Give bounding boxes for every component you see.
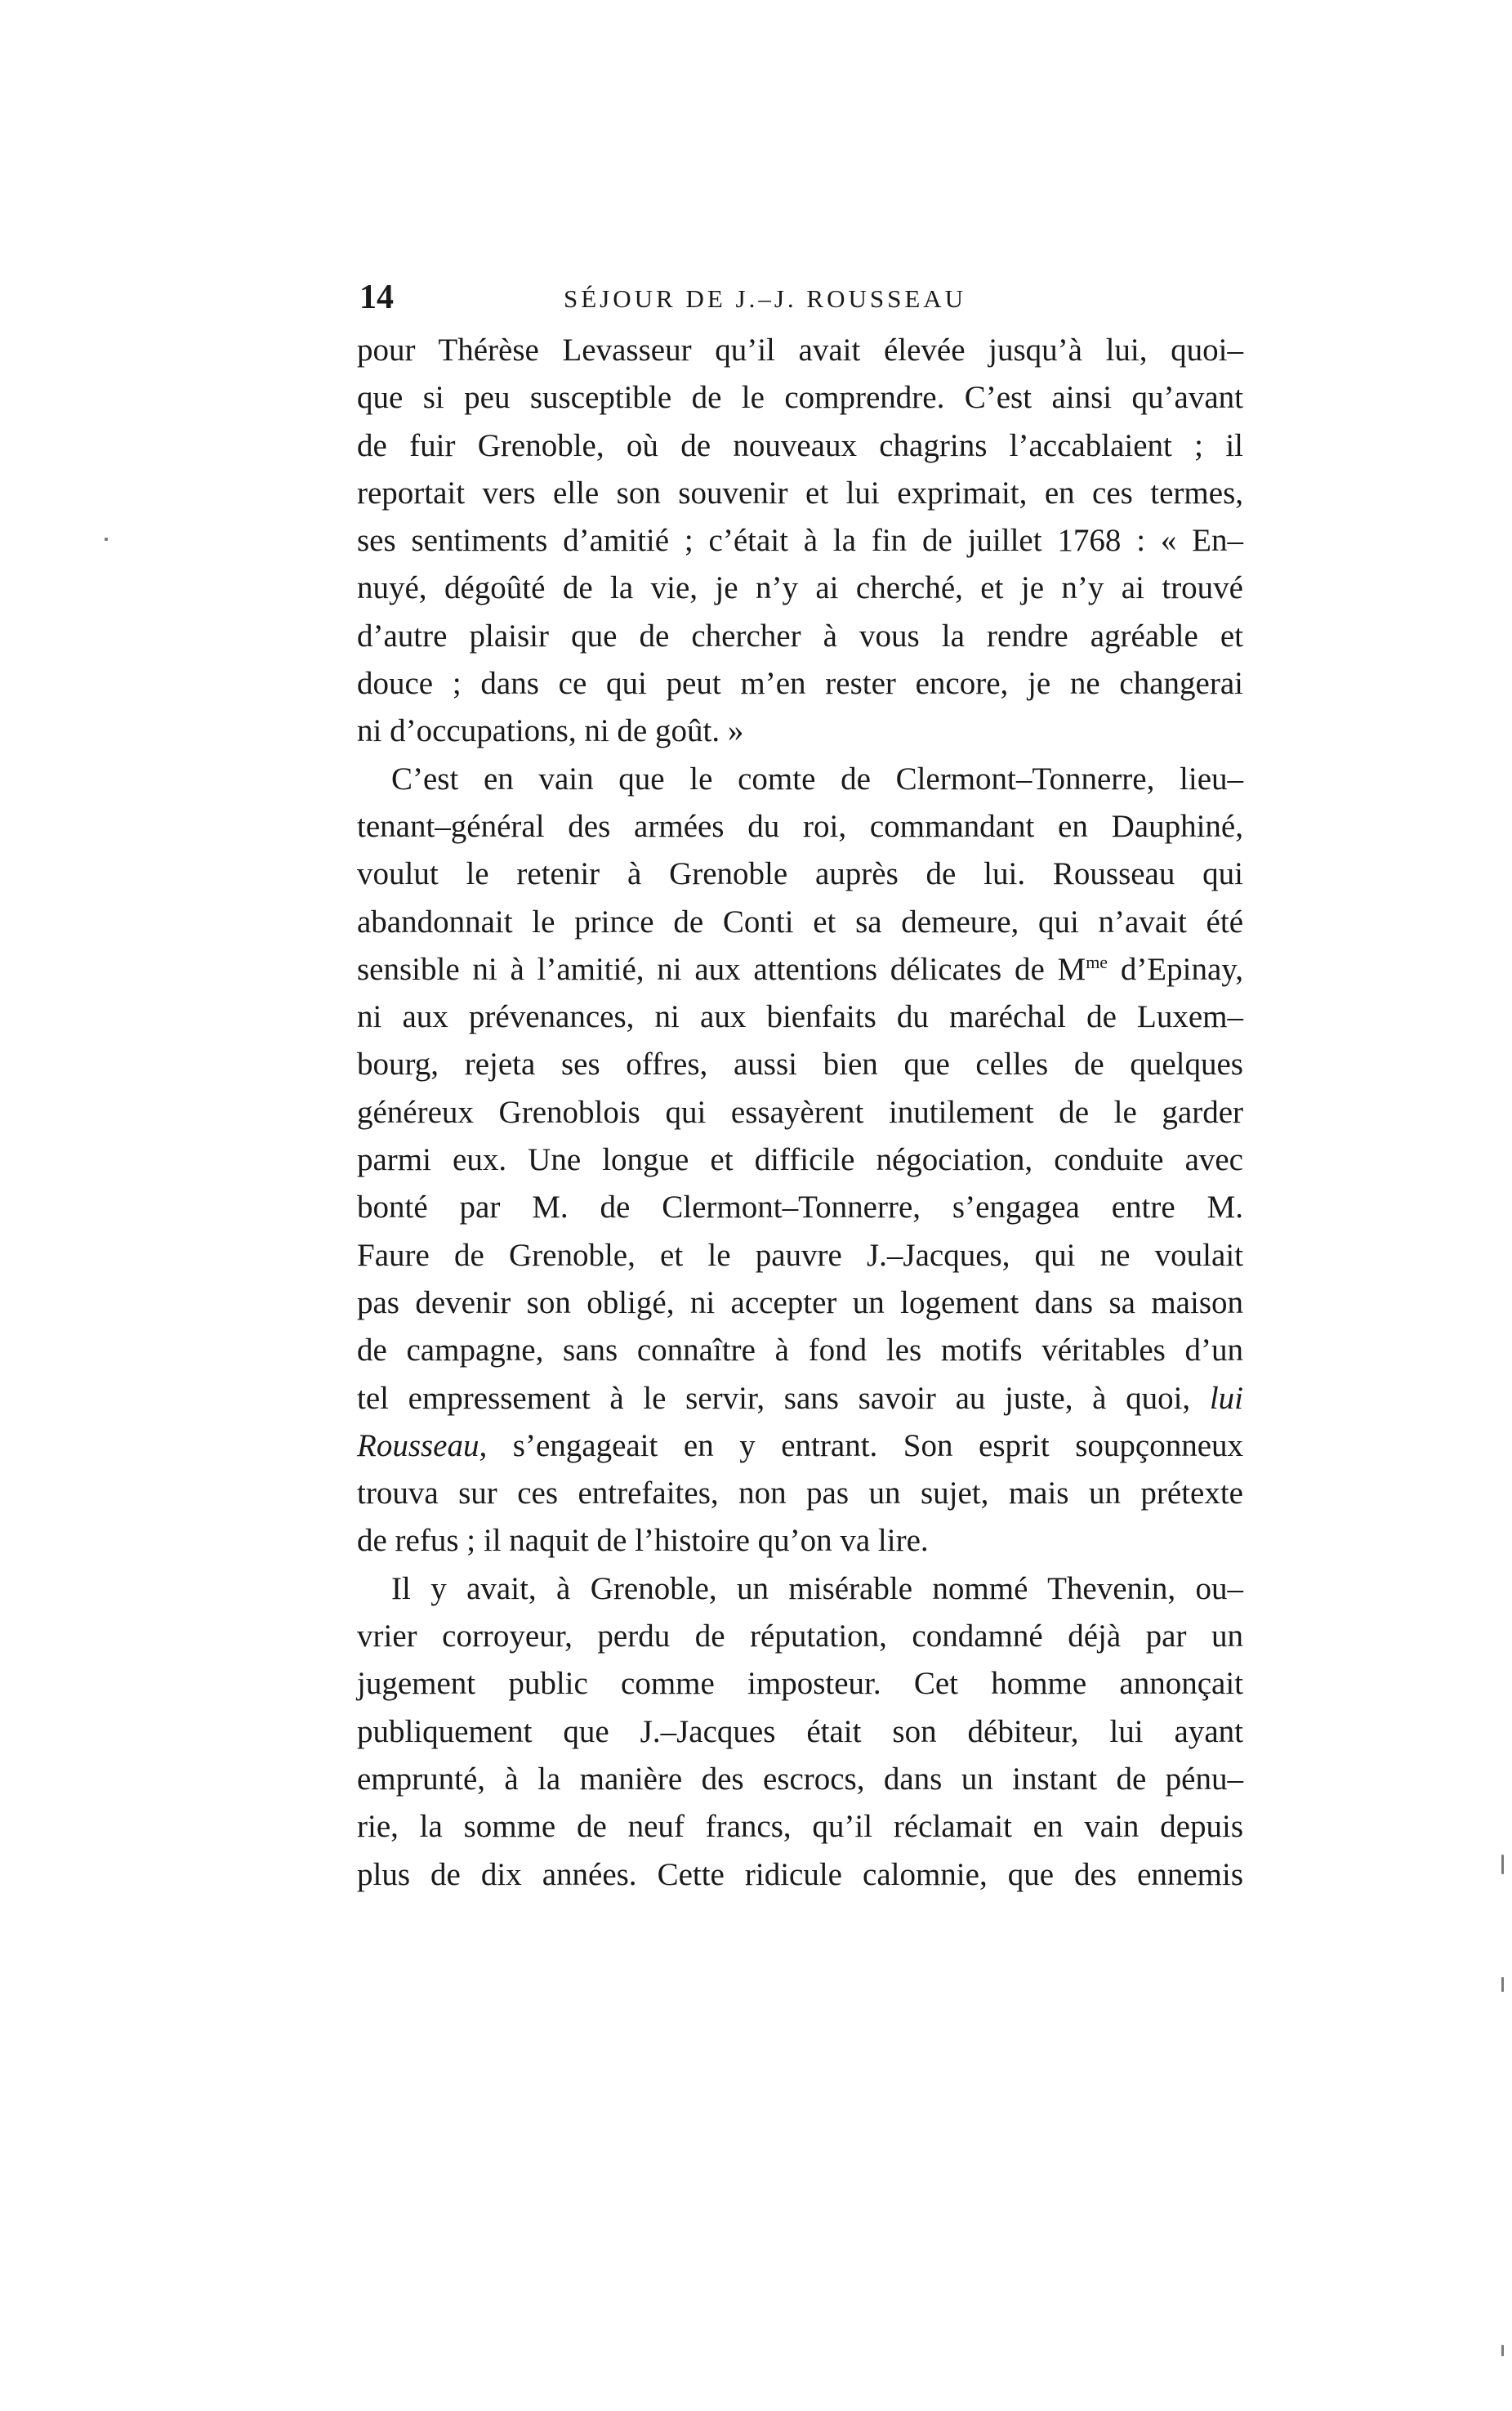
- text-line: de fuir Grenoble, où de nouveaux chagrins l’accablaient ; il: [357, 427, 1243, 463]
- text-line: ni aux prévenances, ni aux bienfaits du maréchal de Luxem–: [357, 999, 1243, 1035]
- text-line: nuyé, dégoûté de la vie, je n’y ai cherché, et je n’y ai trouvé: [357, 570, 1243, 606]
- paragraph-end-line: ni d’occupations, ni de goût. »: [357, 713, 744, 749]
- scan-speck: [1501, 1977, 1504, 1992]
- text-line: abandonnait le prince de Conti et sa demeure, qui n’avait été: [357, 904, 1243, 940]
- line-segment: d’Epinay,: [1108, 951, 1243, 987]
- text-line: voulut le retenir à Grenoble auprès de lui. Rousseau qui: [357, 856, 1243, 892]
- text-line: de campagne, sans connaître à fond les motifs véritables d’un: [357, 1333, 1243, 1368]
- text-line: pour Thérèse Levasseur qu’il avait élevée jusqu’à lui, quoi–: [357, 333, 1243, 368]
- superscript-abbreviation: me: [1086, 951, 1108, 972]
- text-line: ses sentiments d’amitié ; c’était à la fin de juillet 1768 : « En–: [357, 523, 1243, 559]
- scan-speck: [1501, 2345, 1504, 2356]
- line-segment: tel empressement à le servir, sans savoir au juste, à quoi,: [357, 1380, 1210, 1416]
- paragraph-start-line: C’est en vain que le comte de Clermont–Tonnerre, lieu–: [391, 761, 1243, 797]
- text-line-with-superscript: [357, 946, 1243, 993]
- paragraph-end-line: de refus ; il naquit de l’histoire qu’on va lire.: [357, 1523, 929, 1559]
- text-line: Faure de Grenoble, et le pauvre J.–Jacques, qui ne voulait: [357, 1237, 1243, 1273]
- text-line: emprunté, à la manière des escrocs, dans un instant de pénu–: [357, 1761, 1243, 1797]
- line-segment: s’engageait en y entrant. Son esprit soupçonneux: [487, 1427, 1243, 1463]
- text-line: jugement public comme imposteur. Cet homme annonçait: [357, 1666, 1243, 1702]
- text-line: bonté par M. de Clermont–Tonnerre, s’engagea entre M.: [357, 1190, 1243, 1226]
- scan-speck: [1501, 1855, 1504, 1874]
- text-line: que si peu susceptible de le comprendre. C’est ainsi qu’avant: [357, 380, 1243, 416]
- text-line: généreux Grenoblois qui essayèrent inutilement de le garder: [357, 1094, 1243, 1130]
- text-line: trouva sur ces entrefaites, non pas un sujet, mais un prétexte: [357, 1476, 1243, 1511]
- text-line: bourg, rejeta ses offres, aussi bien que celles de quelques: [357, 1047, 1243, 1083]
- text-line: d’autre plaisir que de chercher à vous la rendre agréable et: [357, 618, 1243, 654]
- text-line: rie, la somme de neuf francs, qu’il réclamait en vain depuis: [357, 1809, 1243, 1845]
- text-line: vrier corroyeur, perdu de réputation, condamné déjà par un: [357, 1618, 1243, 1654]
- text-line: douce ; dans ce qui peut m’en rester encore, je ne changerai: [357, 666, 1243, 702]
- line-segment: sensible ni à l’amitié, ni aux attentions délicates de M: [357, 951, 1086, 987]
- text-line: tenant–général des armées du roi, commandant en Dauphiné,: [357, 808, 1243, 844]
- italic-emphasis: Rousseau,: [357, 1427, 488, 1463]
- text-line: pas devenir son obligé, ni accepter un logement dans sa maison: [357, 1284, 1243, 1320]
- running-head-title: SÉJOUR DE J.–J. ROUSSEAU: [564, 284, 967, 313]
- italic-emphasis: lui: [1209, 1380, 1243, 1416]
- text-line: parmi eux. Une longue et difficile négociation, conduite avec: [357, 1142, 1243, 1178]
- text-line: publiquement que J.–Jacques était son débiteur, lui ayant: [357, 1713, 1243, 1749]
- page-number: 14: [359, 279, 394, 316]
- running-head: [359, 275, 1243, 320]
- text-line-with-italic: [357, 1375, 1243, 1422]
- text-line-with-italic: [357, 1422, 1243, 1470]
- scan-speck: [105, 538, 108, 541]
- body-text: [357, 327, 1243, 1899]
- text-line: plus de dix années. Cette ridicule calomnie, que des ennemis: [357, 1856, 1243, 1892]
- paragraph-start-line: Il y avait, à Grenoble, un misérable nommé Thevenin, ou–: [391, 1570, 1243, 1606]
- text-line: reportait vers elle son souvenir et lui exprimait, en ces termes,: [357, 475, 1243, 511]
